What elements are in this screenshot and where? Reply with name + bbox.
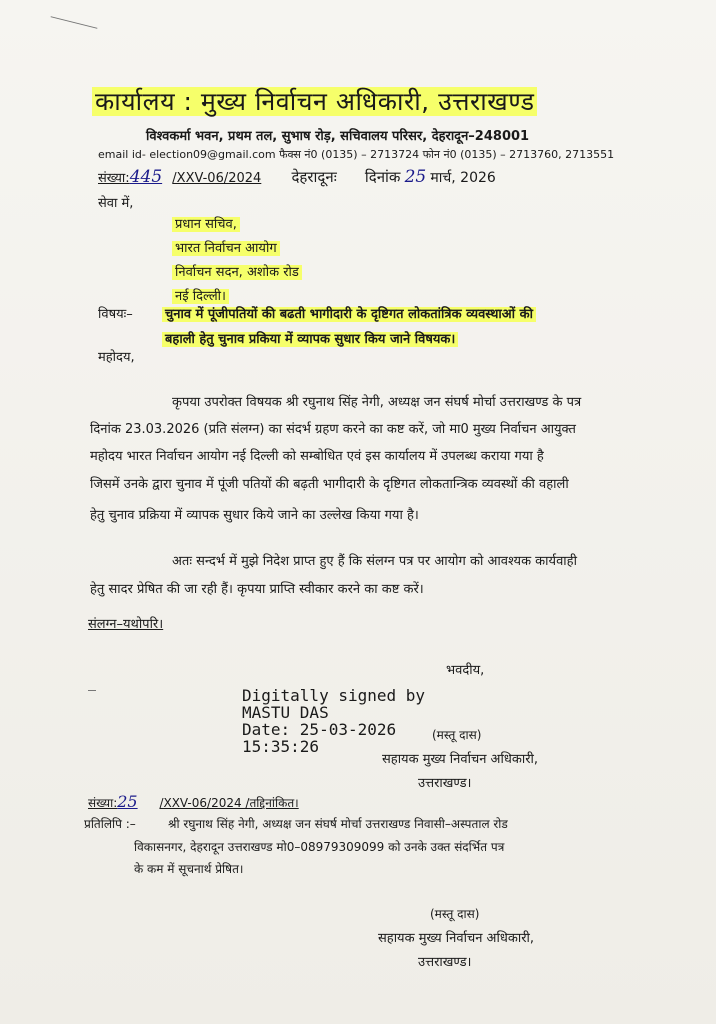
signatory1-designation: सहायक मुख्य निर्वाचन अधिकारी, [382, 752, 539, 767]
copy-ref-number: 25 [117, 792, 138, 811]
body-para1-line4: जिसमें उनके द्वारा चुनाव में पूंजी पतियों की बढ़ती भागीदारी के दृष्टिगत लोकतान्त्रिक व्यवस्थों की वहाली [90, 477, 569, 492]
digital-signature-line4: 15:35:26 [242, 737, 320, 756]
to-line-3: निर्वाचन सदन, अशोक रोड [172, 262, 302, 280]
salutation: महोदय, [98, 350, 135, 365]
copy-line-3: के कम में सूचनार्थ प्रेषित। [134, 862, 244, 876]
body-para1-line5: हेतु चुनाव प्रक्रिया में व्यापक सुधार किये जाने का उल्लेख किया गया है। [90, 508, 419, 523]
body-para2-line1: अतः सन्दर्भ में मुझे निदेश प्राप्त हुए हैं कि संलग्न पत्र पर आयोग को आवश्यक कार्यवाही [172, 554, 577, 569]
enclosure: संलग्न–यथोपरि। [88, 617, 164, 632]
reference-line [98, 167, 496, 187]
body-para1-line3: महोदय भारत निर्वाचन आयोग नई दिल्ली को सम्बोधित एवं इस कार्यालय में उपलब्ध कराया गया है [90, 449, 544, 464]
subject-line-1: चुनाव में पूंजीपतियों की बढती भागीदारी के दृष्टिगत लोकतांत्रिक व्यवस्थाओं की [162, 304, 536, 322]
closing: भवदीय, [446, 663, 485, 678]
to-line-1: प्रधान सचिव, [172, 214, 240, 232]
signatory2-state: उत्तराखण्ड। [418, 955, 472, 970]
office-address: विश्वकर्मा भवन, प्रथम तल, सुभाष रोड़, सचिवालय परिसर, देहरादून–248001 [146, 129, 530, 144]
office-title: कार्यालय : मुख्य निर्वाचन अधिकारी, उत्तराखण्ड [92, 84, 537, 118]
signatory2-designation: सहायक मुख्य निर्वाचन अधिकारी, [378, 931, 535, 946]
digital-signature-line3: Date: 25-03-2026 [242, 720, 397, 739]
signatory1-name: (मस्तू दास) [432, 728, 482, 742]
signatory1-state: उत्तराखण्ड। [418, 776, 472, 791]
copy-line-1: श्री रघुनाथ सिंह नेगी, अध्यक्ष जन संघर्ष मोर्चा उत्तराखण्ड निवासी–अस्पताल रोड [168, 817, 508, 831]
signatory2-name: (मस्तू दास) [430, 907, 480, 921]
copy-label: प्रतिलिपि :– [84, 817, 136, 831]
pen-mark-top [51, 16, 98, 29]
office-contact: email id- election09@gmail.com फैक्स नं0 (0135) – 2713724 फोन नं0 (0135) – 2713760, 2713551 [98, 148, 615, 161]
ref-label: संख्या: [98, 171, 130, 186]
copy-reference-line [88, 792, 299, 811]
ref-place: देहरादूनः [291, 168, 337, 186]
ref-day: 25 [404, 167, 427, 187]
ref-file: /XXV-06/2024 [172, 171, 262, 186]
ref-number: 445 [129, 167, 163, 187]
ref-month-year: मार्च, 2026 [430, 170, 496, 186]
subject-line-2: बहाली हेतु चुनाव प्रकिया में व्यापक सुधार किय जाने विषयक। [162, 329, 458, 347]
body-para2-line2: हेतु सादर प्रेषित की जा रही हैं। कृपया प्राप्ति स्वीकार करने का कष्ट करें। [90, 582, 424, 597]
to-line-2: भारत निर्वाचन आयोग [172, 238, 280, 256]
digital-signature-line2: MASTU DAS [242, 703, 329, 722]
body-para1-line2: दिनांक 23.03.2026 (प्रति संलग्न) का संदर्भ ग्रहण करने का कष्ट करें, जो मा0 मुख्य निर्वाचन आयुक्त [90, 422, 576, 437]
copy-ref-file: /XXV-06/2024 /तद्दिनांकित। [159, 796, 299, 810]
digital-signature-line1: Digitally signed by [242, 686, 426, 705]
body-para1-line1: कृपया उपरोक्त विषयक श्री रघुनाथ सिंह नेगी, अध्यक्ष जन संघर्ष मोर्चा उत्तराखण्ड के पत्र [172, 395, 582, 410]
subject-label: विषयः– [98, 307, 133, 322]
to-line-4: नई दिल्ली। [172, 286, 229, 304]
to-prefix: सेवा में, [98, 196, 134, 211]
copy-line-2: विकासनगर, देहरादून उत्तराखण्ड मो0–08979309099 को उनके उक्त संदर्भित पत्र [134, 840, 505, 854]
copy-ref-label: संख्या: [88, 796, 118, 810]
pen-mark-mid [88, 690, 96, 691]
ref-date-label: दिनांक [364, 168, 401, 186]
